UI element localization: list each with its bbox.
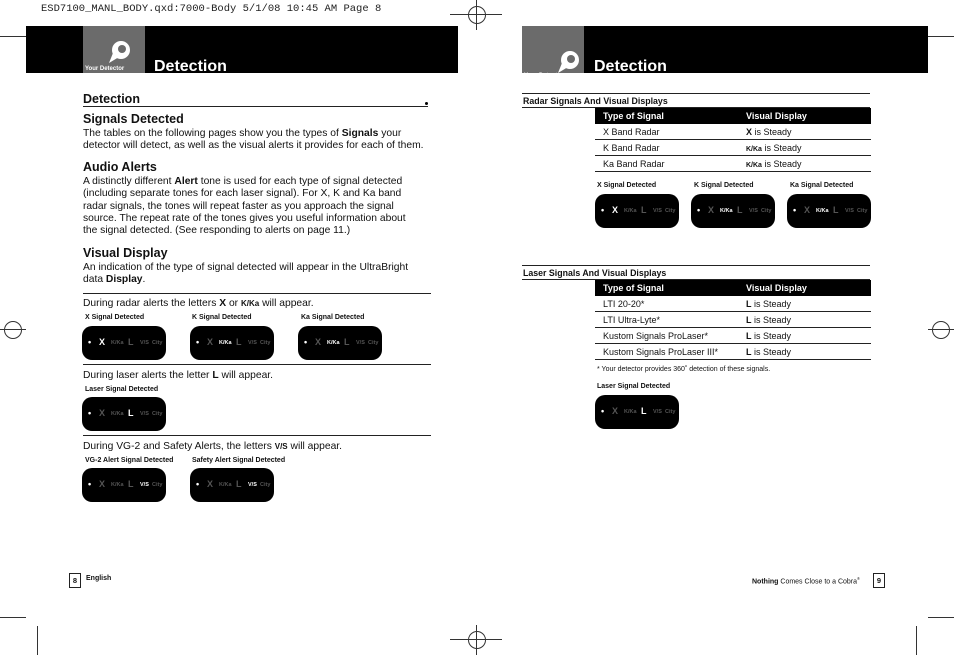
crop-mark [476, 625, 477, 655]
registration-mark-icon [468, 631, 486, 649]
display-caption: Laser Signal Detected [85, 386, 159, 393]
table-row [595, 124, 871, 140]
city-glyph: City [761, 208, 772, 214]
vs-glyph: V/S [248, 482, 257, 488]
radar-note: During radar alerts the letters X or K/Ka will appear. [83, 298, 314, 309]
page-title: Detection [594, 58, 667, 75]
laser-signal-display [82, 397, 166, 431]
registration-mark-icon [468, 6, 486, 24]
table-header-row [595, 280, 871, 296]
visual-display-cell: X is Steady [738, 124, 871, 140]
power-dot-icon: • [793, 205, 797, 215]
column-header: Type of Signal [595, 108, 738, 124]
l-glyph: L [737, 205, 743, 215]
crop-mark [37, 626, 38, 655]
tagline: Nothing Comes Close to a Cobra® [752, 576, 860, 586]
kka-glyph: K/Ka [624, 208, 637, 214]
visual-display-text: An indication of the type of signal detected will appear in the UltraBright data Display. [83, 262, 409, 286]
table-row [595, 344, 871, 360]
visual-display-cell: K/Ka is Steady [738, 140, 871, 156]
visual-display-cell: L is Steady [738, 344, 871, 360]
x-glyph: X [612, 205, 619, 215]
l-glyph: L [128, 479, 134, 489]
registration-mark-icon [4, 321, 22, 339]
file-slug: ESD7100_MANL_BODY.qxd:7000-Body 5/1/08 10:45 AM Page 8 [41, 3, 382, 15]
visual-display-cell: L is Steady [738, 328, 871, 344]
crop-mark [476, 0, 477, 30]
visual-display-cell: L is Steady [738, 296, 871, 312]
divider [83, 364, 431, 365]
city-glyph: City [260, 340, 271, 346]
signal-type-cell: K Band Radar [595, 140, 738, 156]
display-caption: Laser Signal Detected [597, 383, 671, 390]
language-label: English [86, 575, 112, 582]
divider [83, 293, 431, 294]
vs-glyph: V/S [749, 208, 758, 214]
x-glyph: X [99, 408, 106, 418]
vs-glyph: V/S [845, 208, 854, 214]
detector-head-icon [556, 49, 582, 75]
x-glyph: X [207, 337, 214, 347]
vs-glyph: V/S [248, 340, 257, 346]
vs-glyph: V/S [140, 340, 149, 346]
vs-glyph: V/S [653, 208, 662, 214]
visual-display-cell: L is Steady [738, 312, 871, 328]
vs-glyph: V/S [140, 411, 149, 417]
x-glyph: X [99, 337, 106, 347]
column-header: Type of Signal [595, 280, 738, 296]
power-dot-icon: • [88, 408, 92, 418]
l-glyph: L [128, 337, 134, 347]
visual-display-cell: K/Ka is Steady [738, 156, 871, 172]
page-number: 9 [873, 573, 885, 588]
table-header-row [595, 108, 871, 124]
signal-type-cell: LTI Ultra-Lyte* [595, 312, 738, 328]
display-caption: Safety Alert Signal Detected [192, 457, 286, 464]
laser-signal-display [595, 395, 679, 429]
l-glyph: L [833, 205, 839, 215]
x-glyph: X [315, 337, 322, 347]
city-glyph: City [152, 340, 163, 346]
k-signal-display [691, 194, 775, 228]
vs-glyph: V/S [653, 409, 662, 415]
l-glyph: L [641, 406, 647, 416]
visual-display-title: Visual Display [83, 246, 168, 260]
display-caption: VG-2 Alert Signal Detected [85, 457, 174, 464]
signals-detected-text: The tables on the following pages show you the types of Signals your detector will detect, as well as the visual alerts it provides for each of them. [83, 128, 424, 152]
x-glyph: X [99, 479, 106, 489]
section-heading: Detection [83, 92, 140, 106]
divider [83, 435, 431, 436]
x-signal-display [82, 326, 166, 360]
l-glyph: L [344, 337, 350, 347]
column-header: Visual Display [738, 108, 871, 124]
city-glyph: City [665, 208, 676, 214]
signal-type-cell: X Band Radar [595, 124, 738, 140]
city-glyph: City [368, 340, 379, 346]
crop-mark [928, 329, 954, 330]
kka-glyph: K/Ka [219, 482, 232, 488]
power-dot-icon: • [304, 337, 308, 347]
footnote: * Your detector provides 360˚ detection of these signals. [597, 366, 771, 373]
signal-type-cell: Ka Band Radar [595, 156, 738, 172]
signal-type-cell: Kustom Signals ProLaser* [595, 328, 738, 344]
left-section-tab [83, 26, 145, 73]
kka-glyph: K/Ka [111, 340, 124, 346]
x-glyph: X [804, 205, 811, 215]
laser-note: During laser alerts the letter L will appear. [83, 370, 274, 381]
x-signal-display [595, 194, 679, 228]
kka-glyph: K/Ka [720, 208, 733, 214]
x-glyph: X [207, 479, 214, 489]
radar-table-title: Radar Signals And Visual Displays [523, 96, 668, 106]
l-glyph: L [236, 337, 242, 347]
city-glyph: City [152, 482, 163, 488]
vs-glyph: V/S [356, 340, 365, 346]
radar-signals-table [595, 108, 871, 172]
table-row [595, 312, 871, 328]
city-glyph: City [857, 208, 868, 214]
display-caption: Ka Signal Detected [790, 182, 854, 189]
kka-glyph: K/Ka [111, 411, 124, 417]
display-caption: K Signal Detected [192, 314, 252, 321]
kka-glyph: K/Ka [816, 208, 829, 214]
crop-mark [450, 639, 502, 640]
power-dot-icon: • [196, 337, 200, 347]
bullet-dot [425, 102, 428, 105]
divider [83, 106, 428, 107]
vg2-signal-display [82, 468, 166, 502]
l-glyph: L [128, 408, 134, 418]
power-dot-icon: • [88, 337, 92, 347]
city-glyph: City [152, 411, 163, 417]
power-dot-icon: • [697, 205, 701, 215]
display-caption: X Signal Detected [85, 314, 145, 321]
table-row [595, 140, 871, 156]
k-signal-display [190, 326, 274, 360]
laser-table-title: Laser Signals And Visual Displays [523, 268, 667, 278]
vs-glyph: V/S [140, 482, 149, 488]
signal-type-cell: LTI 20-20* [595, 296, 738, 312]
table-row [595, 328, 871, 344]
power-dot-icon: • [88, 479, 92, 489]
ka-signal-display [298, 326, 382, 360]
x-glyph: X [708, 205, 715, 215]
display-caption: K Signal Detected [694, 182, 754, 189]
audio-alerts-text: A distinctly different Alert tone is used for each type of signal detected (including separate tones for each laser signal). For X, K and Ka band radar signals, the tones will repeat faster as you approach the signal source. The repeat rate of the tones gives you useful information about the signal detected. (See responding to alerts on page 11.) [83, 176, 406, 237]
detector-head-icon [107, 39, 133, 65]
kka-glyph: K/Ka [624, 409, 637, 415]
divider [522, 93, 870, 94]
crop-mark [0, 329, 26, 330]
l-glyph: L [641, 205, 647, 215]
crop-mark [928, 36, 954, 37]
crop-mark [0, 36, 26, 37]
page-number: 8 [69, 573, 81, 588]
tab-label: Your Detector [524, 73, 564, 79]
x-glyph: X [612, 406, 619, 416]
ka-signal-display [787, 194, 871, 228]
city-glyph: City [260, 482, 271, 488]
safety-signal-display [190, 468, 274, 502]
table-row [595, 156, 871, 172]
display-caption: X Signal Detected [597, 182, 657, 189]
display-caption: Ka Signal Detected [301, 314, 365, 321]
crop-mark [916, 626, 917, 655]
audio-alerts-title: Audio Alerts [83, 160, 157, 174]
kka-glyph: K/Ka [219, 340, 232, 346]
signals-detected-title: Signals Detected [83, 112, 184, 126]
page-title: Detection [154, 58, 227, 75]
kka-glyph: K/Ka [327, 340, 340, 346]
registration-mark-icon [932, 321, 950, 339]
city-glyph: City [665, 409, 676, 415]
right-section-tab [522, 26, 584, 79]
kka-glyph: K/Ka [111, 482, 124, 488]
vg-note: During VG-2 and Safety Alerts, the letters V/S will appear. [83, 441, 343, 452]
power-dot-icon: • [601, 205, 605, 215]
signal-type-cell: Kustom Signals ProLaser III* [595, 344, 738, 360]
laser-signals-table [595, 280, 871, 360]
l-glyph: L [236, 479, 242, 489]
power-dot-icon: • [196, 479, 200, 489]
crop-mark [450, 14, 502, 15]
table-row [595, 296, 871, 312]
crop-mark [928, 617, 954, 618]
crop-mark [0, 617, 26, 618]
column-header: Visual Display [738, 280, 871, 296]
power-dot-icon: • [601, 406, 605, 416]
divider [522, 265, 870, 266]
tab-label: Your Detector [85, 66, 125, 72]
